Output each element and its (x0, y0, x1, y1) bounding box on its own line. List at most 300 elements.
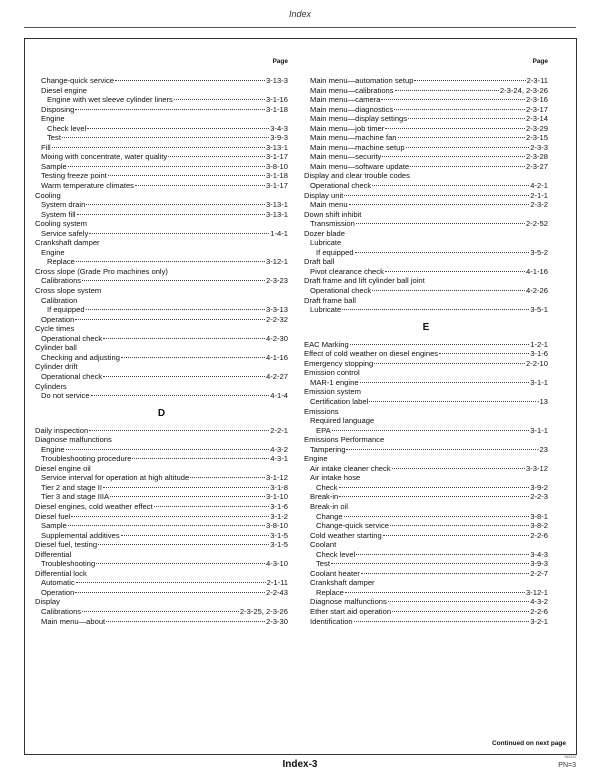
entry-page-ref: 3-1-18 (266, 104, 288, 114)
index-entry (304, 359, 548, 369)
entry-term: Coolant heater (310, 568, 360, 578)
entry-page-ref: 3-1-5 (270, 540, 288, 550)
entry-term: Cylinders (35, 381, 67, 391)
entry-page-ref: 2-3-17 (526, 104, 548, 114)
index-entry (304, 76, 548, 86)
entry-term: Emissions Performance (304, 435, 385, 445)
entry-term: Main menu—diagnostics (310, 104, 394, 114)
index-entry (304, 531, 548, 541)
entry-term: Cylinder ball (35, 343, 77, 353)
entry-term: Display unit (304, 190, 344, 200)
dot-leader (89, 233, 269, 234)
dot-leader (87, 128, 269, 129)
entry-page-ref: 3-1-8 (270, 482, 288, 492)
index-entry (304, 86, 548, 96)
entry-page-ref: 3-3-12 (526, 463, 548, 473)
entry-term: If equipped (47, 305, 85, 315)
index-entry (35, 502, 288, 512)
index-entry (304, 305, 548, 315)
entry-term: Diesel fuel, testing (35, 540, 98, 550)
entry-term: Emissions (304, 406, 339, 416)
entry-term: Automatic (41, 578, 75, 588)
entry-term: Replace (47, 257, 75, 267)
index-entry (304, 397, 548, 407)
dot-leader (89, 430, 269, 431)
index-entry (304, 296, 548, 306)
entry-page-ref: 3-8-10 (266, 161, 288, 171)
index-entry (35, 617, 288, 627)
index-entry (304, 368, 548, 378)
dot-leader (355, 252, 530, 253)
entry-term: Diagnose malfunctions (35, 435, 112, 445)
index-entry (35, 607, 288, 617)
index-entry (35, 531, 288, 541)
dot-leader (132, 458, 269, 459)
dot-leader (385, 271, 525, 272)
dot-leader (410, 166, 525, 167)
entry-page-ref: -23 (537, 444, 548, 454)
entry-term: Crankshaft damper (310, 578, 375, 588)
index-entry (304, 607, 548, 617)
dot-leader (342, 309, 529, 310)
index-entry (304, 617, 548, 627)
entry-page-ref: 2-2-52 (526, 219, 548, 229)
dot-leader (86, 204, 265, 205)
index-entry (304, 210, 548, 220)
index-entry (304, 588, 548, 598)
entry-term: Dozer blade (304, 228, 345, 238)
dot-leader (381, 99, 525, 100)
index-entry (304, 152, 548, 162)
dot-leader (385, 128, 525, 129)
index-entry (304, 435, 548, 445)
dot-leader (390, 525, 529, 526)
index-entry (304, 229, 548, 239)
dot-leader (86, 309, 265, 310)
entry-term: Test (47, 133, 61, 143)
entry-page-ref: 3-3-13 (266, 305, 288, 315)
entry-page-ref: 3-5-2 (530, 247, 548, 257)
entry-term: Differential (35, 549, 72, 559)
section-letter: D (157, 407, 166, 419)
index-entry (35, 483, 288, 493)
entry-term: Display (35, 597, 60, 607)
dot-leader (398, 137, 526, 138)
entry-page-ref: 4-1-4 (270, 391, 288, 401)
entry-term: Tampering (310, 444, 346, 454)
index-entry (304, 521, 548, 531)
entry-term: Test (316, 559, 330, 569)
entry-page-ref: 3-1-1 (530, 377, 548, 387)
index-entry (35, 200, 288, 210)
entry-term: Cross slope (Grade Pro machines only) (35, 266, 168, 276)
dot-leader (68, 166, 265, 167)
entry-term: Draft frame and lift cylinder ball joint (304, 276, 425, 286)
index-entry (304, 219, 548, 229)
entry-page-ref: 3-12-1 (526, 587, 548, 597)
pn-label: PN=3 (558, 762, 576, 769)
dot-leader (356, 554, 529, 555)
entry-page-ref: 3-9-2 (530, 482, 548, 492)
index-entry (35, 267, 288, 277)
dot-leader (108, 175, 265, 176)
dot-leader (52, 147, 265, 148)
dot-leader (372, 185, 529, 186)
entry-term: Tier 3 and stage IIIA (41, 492, 110, 502)
entry-term: Main menu—calibrations (310, 85, 394, 95)
index-entry (304, 512, 548, 522)
index-entry (304, 162, 548, 172)
entry-term: Do not service (41, 391, 90, 401)
index-entry (35, 191, 288, 201)
entry-term: Main menu—machine fan (310, 133, 397, 143)
entry-term: Draft ball (304, 257, 335, 267)
entry-term: Mixing with concentrate, water quality (41, 152, 168, 162)
entry-term: Coolant (310, 540, 337, 550)
dot-leader (66, 449, 270, 450)
entry-term: Main menu—software update (310, 161, 410, 171)
dot-leader (154, 506, 270, 507)
page-number: Index-3 (282, 759, 318, 770)
index-entry (35, 315, 288, 325)
entry-term: Main menu—display settings (310, 114, 408, 124)
dot-leader (388, 601, 529, 602)
index-entry (35, 464, 288, 474)
dot-leader (382, 156, 525, 157)
index-entry (35, 550, 288, 560)
entry-term: Crankshaft damper (35, 238, 100, 248)
dot-leader (350, 344, 530, 345)
index-entry (304, 502, 548, 512)
index-entry (35, 152, 288, 162)
entry-term: Break-in oil (310, 501, 348, 511)
index-entry (35, 521, 288, 531)
entry-term: Check level (316, 549, 356, 559)
entry-term: Emission control (304, 368, 360, 378)
dot-leader (91, 395, 270, 396)
entry-page-ref: 1-4-1 (270, 228, 288, 238)
entry-term: Change-quick service (41, 76, 115, 85)
dot-leader (135, 185, 265, 186)
index-entry (304, 416, 548, 426)
entry-term: Engine (304, 454, 328, 464)
dot-leader (406, 147, 530, 148)
index-entry (304, 171, 548, 181)
dot-leader (331, 563, 529, 564)
entry-term: Supplemental additives (41, 530, 120, 540)
dot-leader (82, 280, 265, 281)
index-entry (304, 286, 548, 296)
entry-page-ref: 4-2-30 (266, 333, 288, 343)
entry-term: Fill (41, 142, 51, 152)
index-entry (304, 550, 548, 560)
index-entry (304, 540, 548, 550)
dot-leader (103, 376, 265, 377)
entry-term: Warm temperature climates (41, 181, 134, 191)
index-entry (35, 286, 288, 296)
dot-leader (82, 611, 239, 612)
entry-term: Main menu (310, 200, 348, 210)
dot-leader (68, 525, 265, 526)
entry-term: Emergency stopping (304, 358, 374, 368)
entry-page-ref: 4-3-2 (530, 597, 548, 607)
dot-leader (360, 382, 530, 383)
dot-leader (392, 468, 525, 469)
entry-term: Main menu—job timer (310, 123, 385, 133)
index-entry (35, 238, 288, 248)
entry-page-ref: 3-13-3 (266, 76, 288, 85)
entry-page-ref: 4-3-1 (270, 454, 288, 464)
index-entry (35, 171, 288, 181)
document-code: 060324 (564, 755, 576, 759)
dot-leader (96, 563, 265, 564)
entry-page-ref: 2-2-10 (526, 358, 548, 368)
entry-page-ref: 2-2-3 (530, 492, 548, 502)
entry-page-ref: 4-1-16 (266, 352, 288, 362)
index-entry (35, 578, 288, 588)
index-entry (35, 305, 288, 315)
left-index-column (35, 56, 288, 626)
index-entry (304, 105, 548, 115)
entry-page-ref: 1-2-1 (530, 339, 548, 349)
entry-term: EAC Marking (304, 339, 349, 349)
index-entry (304, 143, 548, 153)
index-entry (35, 362, 288, 372)
dot-leader (414, 80, 525, 81)
entry-page-ref: 3-13-1 (266, 200, 288, 210)
entry-page-ref: 2-3-27 (526, 161, 548, 171)
entry-term: Tier 2 and stage II (41, 482, 102, 492)
dot-leader (395, 90, 499, 91)
entry-term: Engine (41, 114, 65, 124)
entry-page-ref: 3-8-1 (530, 511, 548, 521)
dot-leader (76, 582, 266, 583)
entry-term: Diagnose malfunctions (310, 597, 387, 607)
entry-term: Daily inspection (35, 425, 89, 435)
entry-term: Cylinder drift (35, 362, 78, 372)
entry-page-ref: 4-2-26 (526, 286, 548, 296)
entry-page-ref: 3-4-3 (270, 123, 288, 133)
dot-leader (344, 516, 530, 517)
index-entry (304, 200, 548, 210)
entry-page-ref: 2-3-23 (266, 276, 288, 286)
index-entry (35, 219, 288, 229)
entry-page-ref: 2-1-1 (530, 190, 548, 200)
index-entry (35, 382, 288, 392)
index-entry (304, 349, 548, 359)
index-entry (304, 492, 548, 502)
entry-term: Testing freeze point (41, 171, 107, 181)
dot-leader (332, 430, 530, 431)
index-entry (304, 559, 548, 569)
entry-term: Operational check (41, 371, 103, 381)
index-entry (304, 276, 548, 286)
index-entry (35, 588, 288, 598)
entry-term: Diesel engines, cold weather effect (35, 501, 153, 511)
entry-page-ref: 2-2-7 (530, 568, 548, 578)
entry-term: Engine (41, 247, 65, 257)
index-entry (304, 124, 548, 134)
index-entry (35, 296, 288, 306)
entry-term: Calibrations (41, 606, 82, 616)
right-index-column (304, 56, 548, 626)
entry-term: Display and clear trouble codes (304, 171, 410, 181)
entry-page-ref: 3-5-1 (530, 305, 548, 315)
entry-page-ref: 4-2-1 (530, 181, 548, 191)
entry-term: Operational check (41, 333, 103, 343)
dot-leader (356, 223, 525, 224)
dot-leader (106, 621, 265, 622)
entry-page-ref: 3-1-12 (266, 473, 288, 483)
entry-term: Lubricate (310, 305, 342, 315)
entry-page-ref: 2-3-16 (526, 95, 548, 105)
entry-page-ref: 4-3-10 (266, 559, 288, 569)
entry-term: Cross slope system (35, 286, 102, 296)
entry-page-ref: 2-3-24, 2-3-26 (499, 85, 548, 95)
index-entry (35, 473, 288, 483)
entry-term: Differential lock (35, 568, 87, 578)
running-header: Index (288, 9, 312, 19)
entry-term: Draft frame ball (304, 295, 356, 305)
dot-leader (71, 516, 269, 517)
index-entry (304, 191, 548, 201)
index-entry (304, 181, 548, 191)
dot-leader (361, 573, 529, 574)
entry-term: Cooling (35, 190, 61, 200)
index-entry (304, 426, 548, 436)
dot-leader (75, 319, 265, 320)
entry-page-ref: 3-9-3 (270, 133, 288, 143)
index-entry (35, 324, 288, 334)
index-entry (35, 512, 288, 522)
entry-term: Change-quick service (316, 521, 390, 531)
entry-term: Troubleshooting procedure (41, 454, 132, 464)
entry-page-ref: 3-1-1 (530, 425, 548, 435)
index-entry (35, 426, 288, 436)
index-entry (35, 353, 288, 363)
dot-leader (394, 109, 525, 110)
entry-term: Operation (41, 587, 75, 597)
entry-term: Cold weather starting (310, 530, 382, 540)
dot-leader (369, 401, 536, 402)
dot-leader (75, 109, 265, 110)
entry-page-ref: 2-3-11 (526, 76, 548, 85)
entry-term: Calibration (41, 295, 78, 305)
entry-page-ref: 3-1-17 (266, 181, 288, 191)
index-entry (35, 76, 288, 86)
index-entry (304, 95, 548, 105)
dot-leader (374, 363, 525, 364)
entry-term: Diesel engine (41, 85, 88, 95)
dot-leader (344, 195, 529, 196)
entry-page-ref: 3-1-5 (270, 530, 288, 540)
entry-term: Main menu—camera (310, 95, 381, 105)
dot-leader (190, 477, 265, 478)
entry-page-ref: 3-1-2 (270, 511, 288, 521)
page-column-label: Page (532, 58, 548, 65)
entry-page-ref: 2-2-1 (270, 425, 288, 435)
dot-leader (354, 621, 530, 622)
entry-term: Ether start aid operation (310, 606, 392, 616)
index-entry (35, 597, 288, 607)
entry-page-ref: 3-1-18 (266, 171, 288, 181)
entry-term: Change (316, 511, 343, 521)
header-rule (24, 27, 576, 28)
index-entry (35, 257, 288, 267)
entry-page-ref: 3-1-6 (530, 349, 548, 359)
dot-leader (408, 118, 525, 119)
entry-page-ref: 2-2-32 (266, 314, 288, 324)
entry-page-ref: 3-13-1 (266, 209, 288, 219)
entry-page-ref: 4-1-16 (526, 266, 548, 276)
entry-term: Break-in (310, 492, 339, 502)
index-entry (304, 267, 548, 277)
index-entry (304, 114, 548, 124)
dot-leader (339, 487, 530, 488)
index-entry (35, 114, 288, 124)
dot-leader (98, 544, 269, 545)
entry-term: Main menu—about (41, 616, 106, 626)
page-column-label: Page (272, 58, 288, 65)
continued-note: Continued on next page (491, 740, 566, 747)
entry-term: Checking and adjusting (41, 352, 120, 362)
entry-term: Diesel engine oil (35, 463, 91, 473)
dot-leader (174, 99, 265, 100)
index-entry (35, 343, 288, 353)
entry-term: Check (316, 482, 338, 492)
entry-page-ref: 2-3-28 (526, 152, 548, 162)
index-entry (304, 464, 548, 474)
entry-page-ref: 2-2-6 (530, 530, 548, 540)
entry-page-ref: 2-3-2 (530, 200, 548, 210)
entry-term: Operational check (310, 286, 372, 296)
entry-term: Calibrations (41, 276, 82, 286)
entry-term: Main menu—security (310, 152, 382, 162)
dot-leader (62, 137, 269, 138)
entry-page-ref: 3-1-17 (266, 152, 288, 162)
dot-leader (383, 535, 530, 536)
index-entry (304, 378, 548, 388)
entry-page-ref: 2-2-6 (530, 606, 548, 616)
entry-term: Operation (41, 314, 75, 324)
index-entry (304, 445, 548, 455)
entry-term: Check level (47, 123, 87, 133)
index-entry (304, 257, 548, 267)
entry-term: Service interval for operation at high altitude (41, 473, 190, 483)
dot-leader (121, 535, 270, 536)
entry-term: Certification label (310, 396, 369, 406)
index-entry (304, 387, 548, 397)
index-entry (35, 181, 288, 191)
index-entry (35, 248, 288, 258)
entry-page-ref: 2-2-43 (266, 587, 288, 597)
entry-page-ref: 2-3-29 (526, 123, 548, 133)
entry-term: Cooling system (35, 219, 87, 229)
dot-leader (76, 261, 265, 262)
dot-leader (339, 496, 529, 497)
dot-leader (103, 338, 265, 339)
entry-term: Disposing (41, 104, 75, 114)
index-entry (35, 105, 288, 115)
entry-page-ref: 3-1-10 (266, 492, 288, 502)
entry-term: Lubricate (310, 238, 342, 248)
entry-page-ref: 3-13-1 (266, 142, 288, 152)
entry-term: Pivot clearance check (310, 266, 384, 276)
dot-leader (121, 357, 265, 358)
dot-leader (346, 449, 536, 450)
entry-term: Service safely (41, 228, 89, 238)
entry-page-ref: 2-3-15 (526, 133, 548, 143)
